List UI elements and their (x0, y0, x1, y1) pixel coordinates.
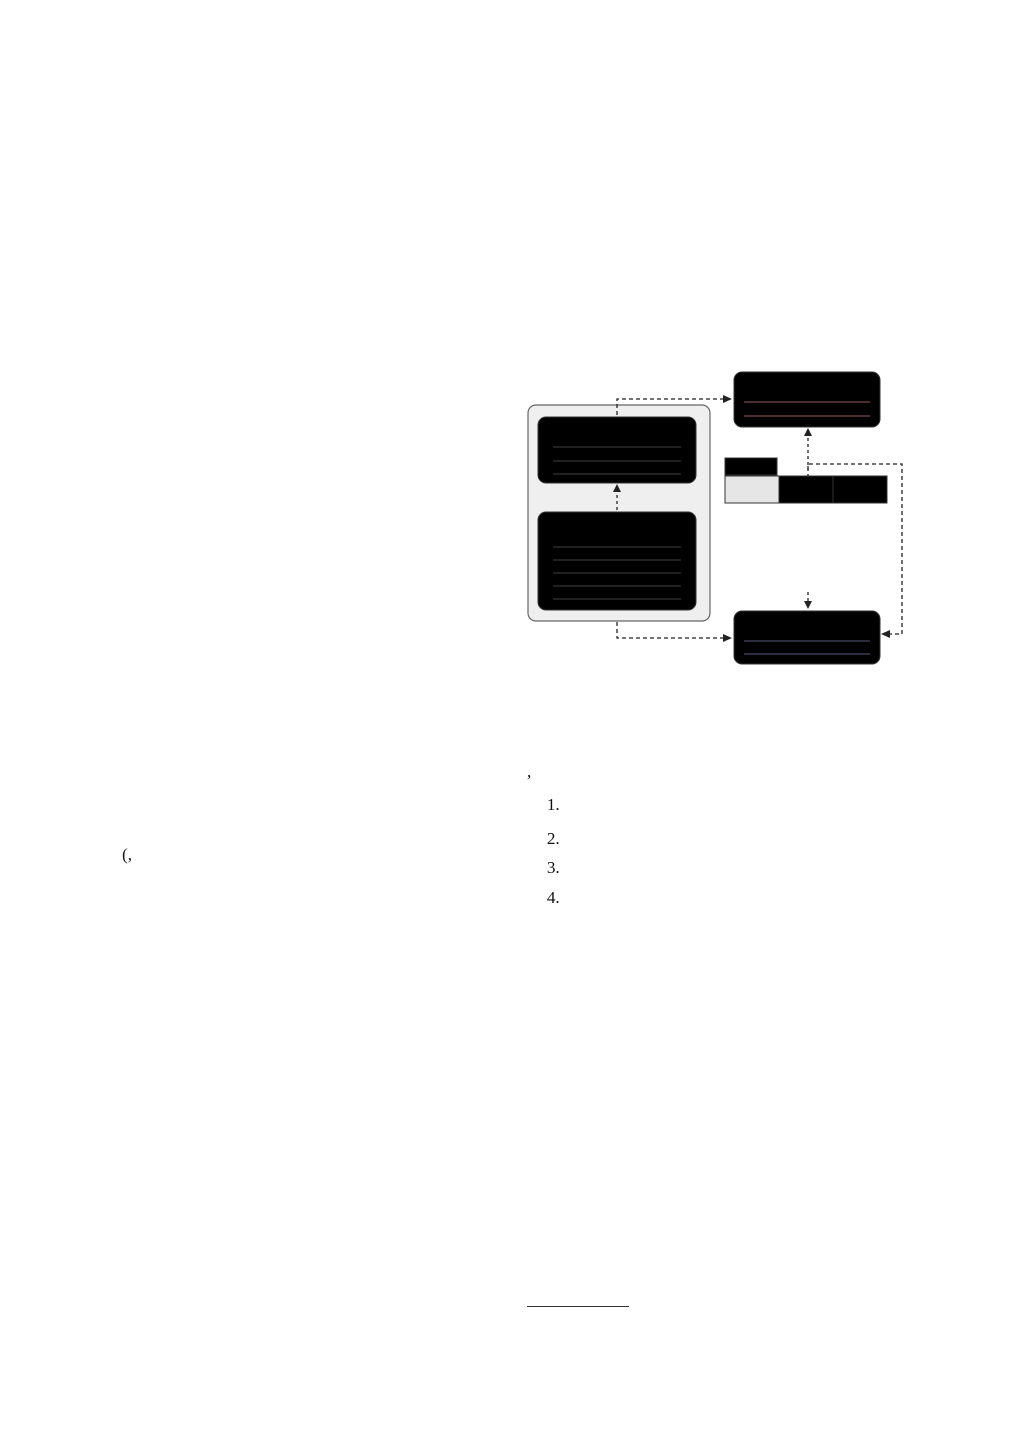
report-summary-box (734, 372, 880, 427)
list-item (564, 822, 906, 850)
arrow-head (804, 601, 812, 609)
right-paragraph: , (527, 762, 532, 781)
intro-body (122, 843, 499, 866)
report-box (538, 417, 696, 483)
list-item (564, 793, 906, 816)
author-line-1 (0, 198, 1024, 222)
list-item (564, 886, 906, 909)
source-box (538, 512, 696, 610)
contributions-list (527, 793, 906, 909)
figure-1 (527, 366, 909, 666)
arrow-head (804, 428, 812, 436)
event-label-box (725, 458, 777, 475)
arxiv-stamp (14, 455, 74, 1055)
cross-doc-summary-box (734, 611, 880, 664)
arrow-head (881, 630, 890, 638)
list-item (564, 856, 906, 879)
section-heading-introduction (122, 806, 140, 828)
affiliations (0, 248, 1024, 272)
author-line-2 (0, 223, 1024, 247)
footnote-rule (527, 1306, 629, 1307)
right-column-body (527, 760, 906, 915)
arrow-head (723, 634, 732, 642)
arrow-head (723, 395, 732, 403)
intro-paragraph-1: (, (122, 845, 133, 864)
